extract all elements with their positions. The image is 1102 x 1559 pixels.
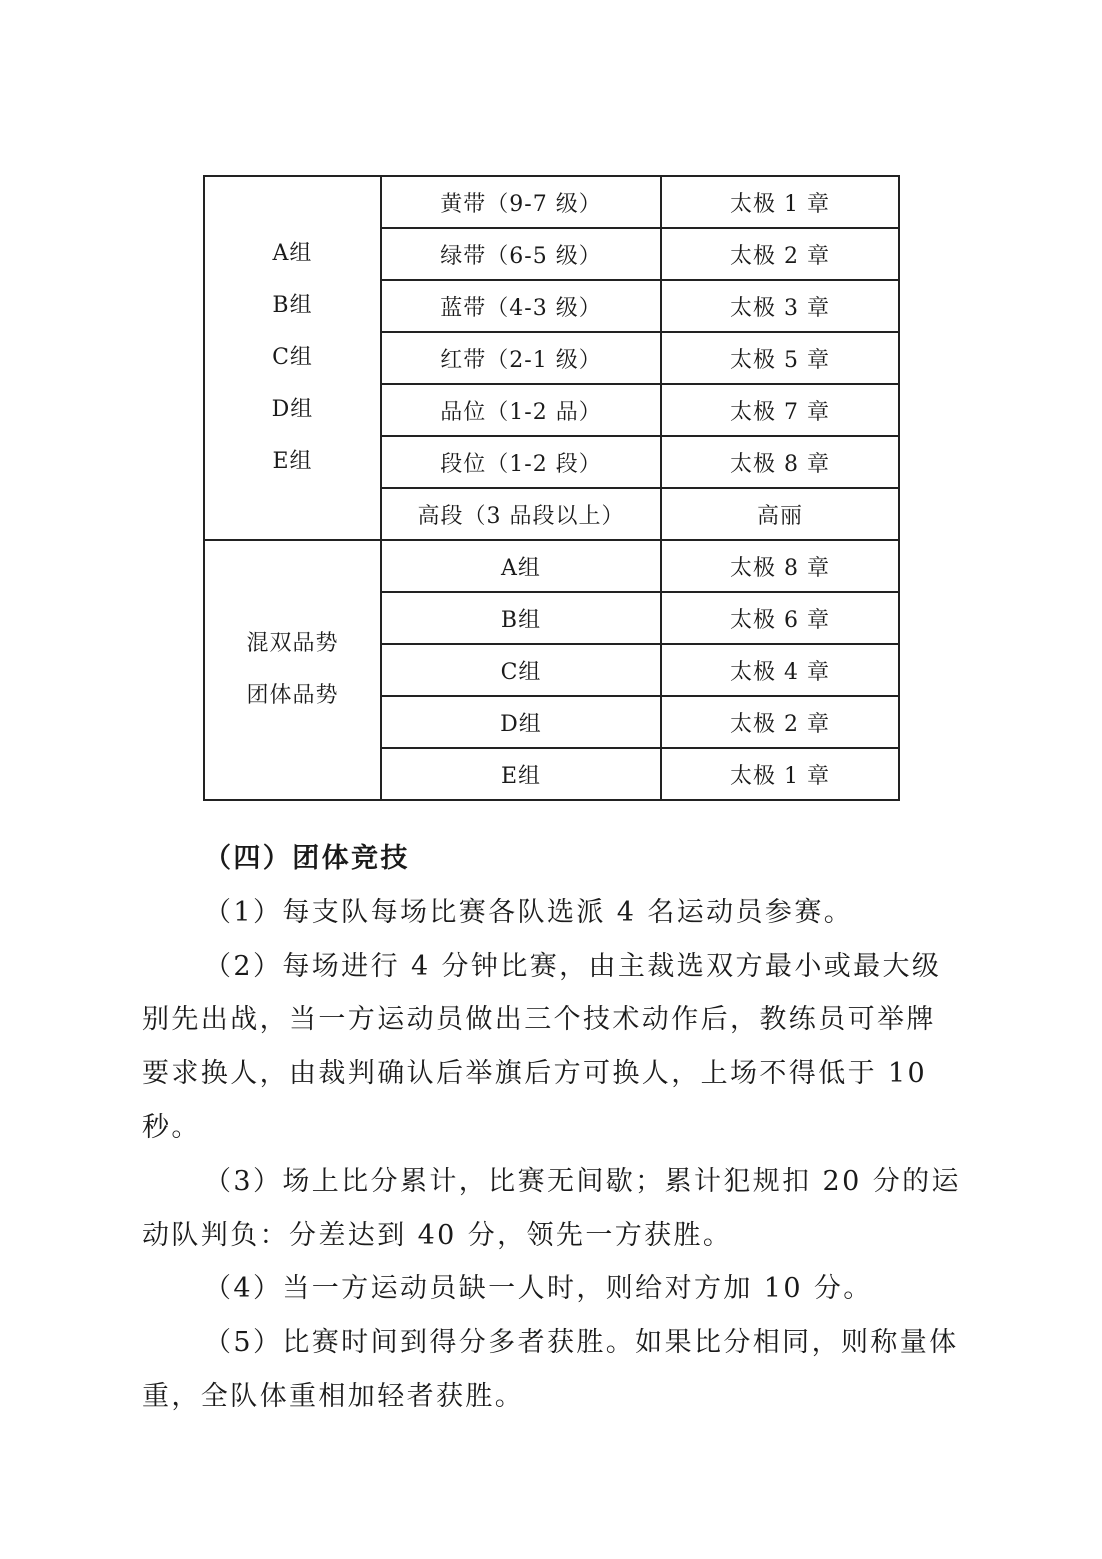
level-cell: 红带（2-1 级）	[381, 332, 661, 384]
level-cell: E组	[381, 748, 661, 800]
section-heading: （四）团体竞技	[204, 843, 410, 874]
rule-paragraph: （2）每场进行 4 分钟比赛，由主裁选双方最小或最大级别先出战，当一方运动员做出三个技术动作后，教练员可举牌要求换人，由裁判确认后举旗后方可换人，上场不得低于 10 秒。	[142, 950, 942, 1143]
group-label: C组	[272, 345, 313, 370]
rule-paragraph: （4）当一方运动员缺一人时，则给对方加 10 分。	[204, 1273, 873, 1305]
level-cell: 绿带（6-5 级）	[381, 228, 661, 280]
form-cell: 高丽	[661, 488, 899, 540]
form-cell: 太极 1 章	[661, 176, 899, 228]
group-label: A组	[272, 241, 313, 266]
form-cell: 太极 5 章	[661, 332, 899, 384]
rule-paragraph: （1）每支队每场比赛各队选派 4 名运动员参赛。	[204, 896, 854, 928]
form-cell: 太极 8 章	[661, 436, 899, 488]
individual-groups-cell	[204, 176, 381, 540]
table-row	[204, 176, 899, 228]
group-label: B组	[272, 293, 313, 318]
form-cell: 太极 2 章	[661, 696, 899, 748]
form-cell: 太极 7 章	[661, 384, 899, 436]
level-cell: 段位（1-2 段）	[381, 436, 661, 488]
form-cell: 太极 6 章	[661, 592, 899, 644]
level-cell: D组	[381, 696, 661, 748]
level-cell: 黄带（9-7 级）	[381, 176, 661, 228]
category-label: 混双品势	[246, 631, 339, 656]
table-row	[204, 540, 899, 592]
form-cell: 太极 3 章	[661, 280, 899, 332]
poomsae-form-table	[203, 175, 900, 801]
form-cell: 太极 4 章	[661, 644, 899, 696]
group-label: E组	[272, 449, 313, 474]
level-cell: 蓝带（4-3 级）	[381, 280, 661, 332]
group-label: D组	[271, 397, 314, 422]
rule-paragraph: （5）比赛时间到得分多者获胜。如果比分相同，则称量体重，全队体重相加轻者获胜。	[142, 1327, 959, 1412]
level-cell: 高段（3 品段以上）	[381, 488, 661, 540]
form-cell: 太极 2 章	[661, 228, 899, 280]
form-cell: 太极 8 章	[661, 540, 899, 592]
level-cell: B组	[381, 592, 661, 644]
rule-paragraph: （3）场上比分累计，比赛无间歇；累计犯规扣 20 分的运动队判负：分差达到 40 分，领先一方获胜。	[142, 1165, 961, 1251]
level-cell: 品位（1-2 品）	[381, 384, 661, 436]
form-cell: 太极 1 章	[661, 748, 899, 800]
category-label: 团体品势	[246, 683, 339, 708]
team-competition-section	[142, 832, 962, 1424]
team-category-cell	[204, 540, 381, 800]
level-cell: C组	[381, 644, 661, 696]
level-cell: A组	[381, 540, 661, 592]
